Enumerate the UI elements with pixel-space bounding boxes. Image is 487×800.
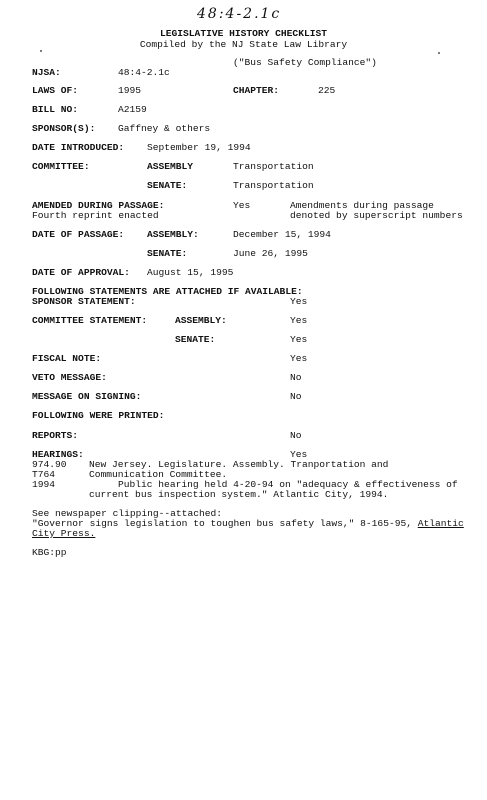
fiscal-note-label: FISCAL NOTE: (32, 353, 102, 364)
committee-statement-assembly-label: ASSEMBLY: (175, 315, 227, 326)
sponsor-statement-label: SPONSOR STATEMENT: (32, 296, 136, 307)
sponsors-value: Gaffney & others (118, 123, 211, 134)
clipping-citation-text: "Governor signs legislation to toughen bus safety laws," 8-165-95, (32, 518, 418, 529)
date-of-passage-label: DATE OF PASSAGE: (32, 229, 125, 240)
hearing-citation-line-4: current bus inspection system." Atlantic City, 1994. (89, 489, 389, 500)
committee-statement-assembly-value: Yes (290, 315, 308, 326)
hearings-value: Yes (290, 449, 308, 460)
veto-message-value: No (290, 372, 302, 383)
passage-assembly-label: ASSEMBLY: (147, 229, 199, 240)
printed-heading: FOLLOWING WERE PRINTED: (32, 410, 165, 421)
hearing-citation-line-2: Communication Committee. (89, 469, 228, 480)
committee-statement-senate-value: Yes (290, 334, 308, 345)
clipping-citation (32, 518, 464, 529)
clipping-newspaper-name-continued: City Press. (32, 528, 96, 539)
amended-label: AMENDED DURING PASSAGE: (32, 200, 165, 211)
committee-senate-value: Transportation (233, 180, 314, 191)
reports-value: No (290, 430, 302, 441)
date-of-approval-value: August 15, 1995 (147, 267, 234, 278)
statements-heading: FOLLOWING STATEMENTS ARE ATTACHED IF AVAILABLE: (32, 286, 303, 297)
chapter-value: 225 (318, 85, 336, 96)
fiscal-note-value: Yes (290, 353, 308, 364)
passage-assembly-value: December 15, 1994 (233, 229, 331, 240)
message-on-signing-label: MESSAGE ON SIGNING: (32, 391, 142, 402)
document-subtitle: Compiled by the NJ State Law Library (139, 39, 348, 50)
document-title: LEGISLATIVE HISTORY CHECKLIST (160, 28, 327, 39)
scan-speck (40, 50, 42, 52)
fourth-reprint-note: Fourth reprint enacted (32, 210, 159, 221)
hearing-citation-line-3: Public hearing held 4-20-94 on "adequacy & effectiveness of (118, 479, 458, 490)
short-title: ("Bus Safety Compliance") (233, 57, 377, 68)
sponsor-statement-value: Yes (290, 296, 308, 307)
date-introduced-label: DATE INTRODUCED: (32, 142, 125, 153)
amended-note-line-1: Amendments during passage (290, 200, 434, 211)
njsa-value: 48:4-2.1c (118, 67, 170, 78)
laws-of-label: LAWS OF: (32, 85, 79, 96)
hearings-label: HEARINGS: (32, 449, 84, 460)
hearing-call-number-1: 974.90 (32, 459, 67, 470)
veto-message-label: VETO MESSAGE: (32, 372, 107, 383)
committee-statement-senate-label: SENATE: (175, 334, 216, 345)
passage-senate-value: June 26, 1995 (233, 248, 308, 259)
committee-assembly-value: Transportation (233, 161, 314, 172)
hearing-call-number-3: 1994 (32, 479, 56, 490)
message-on-signing-value: No (290, 391, 302, 402)
reports-label: REPORTS: (32, 430, 79, 441)
hearing-citation-line-1: New Jersey. Legislature. Assembly. Tranportation and (89, 459, 389, 470)
committee-senate-label: SENATE: (147, 180, 188, 191)
handwritten-number: 48:4-2.1c (197, 6, 282, 22)
initials: KBG:pp (32, 547, 67, 558)
date-introduced-value: September 19, 1994 (147, 142, 251, 153)
sponsors-label: SPONSOR(S): (32, 123, 96, 134)
amended-note-line-2: denoted by superscript numbers (290, 210, 463, 221)
clipping-newspaper-name: Atlantic (417, 518, 464, 529)
hearing-call-number-2: T764 (32, 469, 56, 480)
scan-speck (438, 52, 440, 54)
njsa-label: NJSA: (32, 67, 61, 78)
passage-senate-label: SENATE: (147, 248, 188, 259)
chapter-label: CHAPTER: (233, 85, 280, 96)
bill-number-value: A2159 (118, 104, 147, 115)
date-of-approval-label: DATE OF APPROVAL: (32, 267, 130, 278)
clipping-note: See newspaper clipping--attached: (32, 508, 222, 519)
committee-statement-label: COMMITTEE STATEMENT: (32, 315, 148, 326)
laws-of-value: 1995 (118, 85, 142, 96)
amended-value: Yes (233, 200, 251, 211)
committee-assembly-label: ASSEMBLY (147, 161, 194, 172)
bill-number-label: BILL NO: (32, 104, 79, 115)
committee-label: COMMITTEE: (32, 161, 90, 172)
